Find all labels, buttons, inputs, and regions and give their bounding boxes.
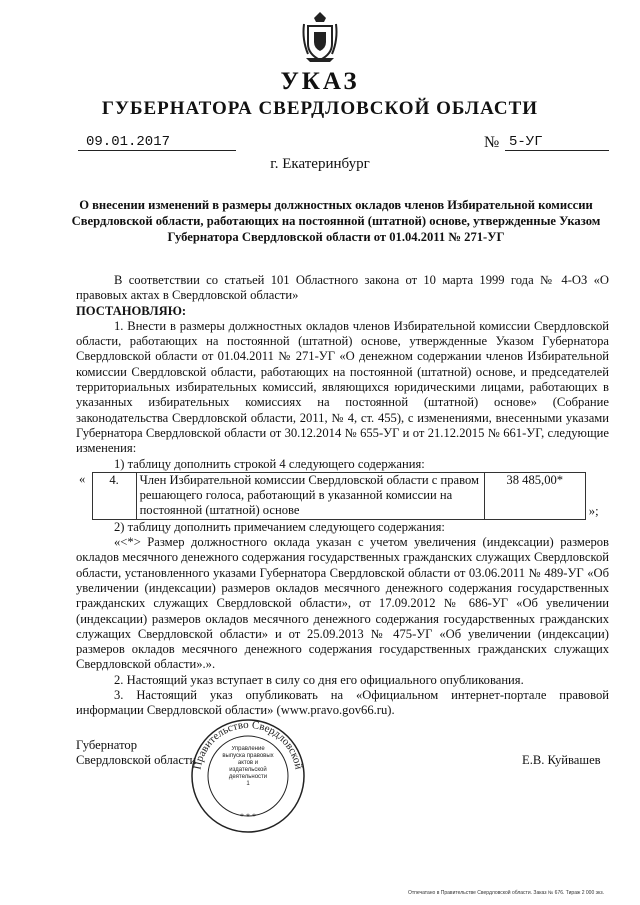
stamp-number: 1 [246,781,250,787]
paragraph-basis: В соответствии со статьей 101 Областного закона от 10 марта 1999 года № 4-ОЗ «О правовых актах в Свердловской области» [76,273,609,303]
position-line-1: Губернатор [76,738,137,752]
paragraph-item-3: 3. Настоящий указ опубликовать на «Официальном интернет-портале правовой информации Свердловской области» (www.pravo.gov66.ru). [76,688,609,718]
paragraph-subitem-1: 1) таблицу дополнить строкой 4 следующего содержания: [114,456,425,471]
stamp-stars: * * * [240,812,256,821]
stamp-inner-text: Управление выпуска правовых актов и издательской деятельности [222,746,274,780]
printing-imprint: Отпечатано в Правительстве Свердловской области. Заказ № 676. Тираж 2 000 экз. [408,890,605,896]
stamp-ring-text: Правительство Свердловской [191,718,305,771]
signatory-position [76,738,196,769]
document-title: УКАЗ [280,68,360,95]
document-subtitle: ГУБЕРНАТОРА СВЕРДЛОВСКОЙ ОБЛАСТИ [101,98,539,119]
document-heading: О внесении изменений в размеры должностных окладов членов Избирательной комиссии Свердловской области, работающих на постоянной (штатной) основе, утвержденные Указом Губернатора Свердловской области от 01.04.2011 № 271-УГ [71,198,601,244]
position-line-2: Свердловской области [76,753,197,768]
signatory-name: Е.В. Куйвашев [522,753,601,767]
table-cell-number: 4. [92,472,136,519]
table-row [76,472,609,519]
document-date: 09.01.2017 [78,134,236,151]
paragraph-item-2: 2. Настоящий указ вступает в силу со дня его официального опубликования. [114,672,524,687]
number-label: № [484,134,500,151]
close-quote: »; [588,503,599,518]
insert-table [76,472,609,520]
official-stamp-icon [188,716,308,836]
paragraph-note: «<*> Размер должностного оклада указан с учетом увеличения (индексации) размеров окладов месячного денежного содержания государственных гражданских служащих Свердловской области, установленного указами Губернатора Свердловской области от 03.06.2011 № 489-УГ «Об увеличении (индексации) размеров окладов месячного денежного содержания государственных гражданских служащих Свердловской области», от 17.09.2012 № 686-УГ «Об увеличении (индексации) размеров окладов месячного денежного содержания государственных гражданских служащих Свердловской области» и от 25.09.2013 № 475-УГ «Об увеличении (индексации) размеров окладов месячного денежного содержания государственных гражданских служащих Свердловской области».». [76,535,609,672]
table-cell-value: 38 485,00* [484,472,585,519]
decree-word: ПОСТАНОВЛЯЮ: [76,303,187,318]
document-body [76,273,609,719]
coat-of-arms-icon [300,10,340,64]
document-city: г. Екатеринбург [270,156,370,172]
paragraph-item-1: 1. Внести в размеры должностных окладов членов Избирательной комиссии Свердловской области, работающих на постоянной (штатной) основе, утвержденные Указом Губернатора Свердловской области от 01.04.2011 № 271-УГ «О денежном содержании членов Избирательной комиссии Свердловской области, работающих на постоянной (штатной) основе, и председателей территориальных избирательных комиссий, являющихся юридическими лицами, работающих в указанных избирательных комиссиях на постоянной (штатной) основе» (Собрание законодательства Свердловской области, 2011, № 4, ст. 455), с изменениями, внесенными указами Губернатора Свердловской области от 30.12.2014 № 655-УГ и от 21.12.2015 № 661-УГ, следующие изменения: [76,318,609,456]
open-quote: « [79,472,86,487]
table-cell-description: Член Избирательной комиссии Свердловской области с правом решающего голоса, работающий в указанной комиссии на постоянной (штатной) основе [136,472,484,519]
document-number: 5-УГ [505,134,609,151]
paragraph-subitem-2: 2) таблицу дополнить примечанием следующего содержания: [114,519,445,534]
